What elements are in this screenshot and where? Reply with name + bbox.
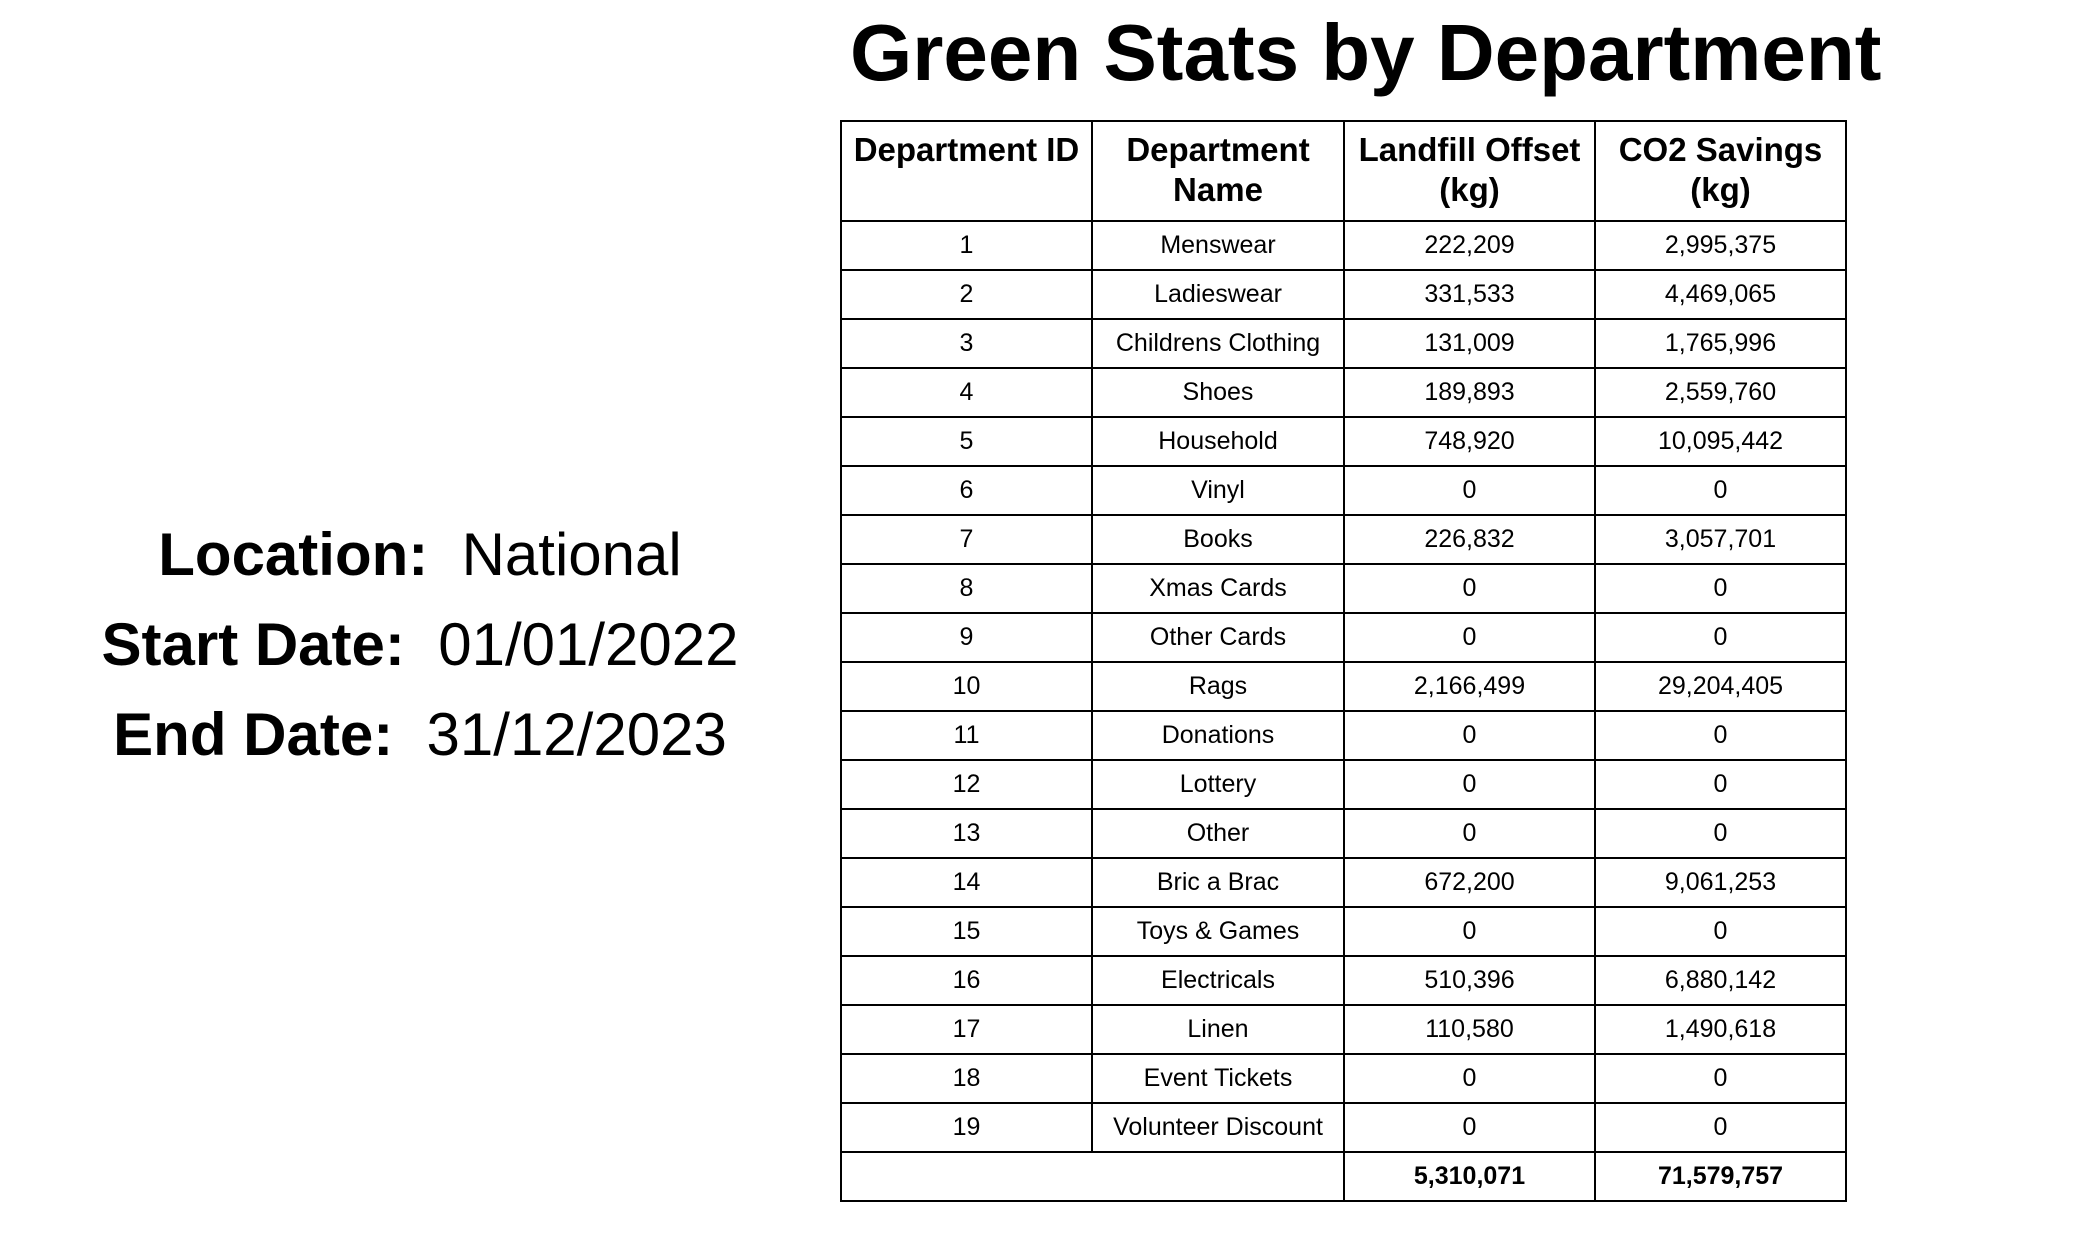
- table-row: [841, 368, 1846, 417]
- cell-co2-savings: 1,765,996: [1595, 319, 1846, 368]
- location-value: National: [461, 521, 682, 588]
- cell-co2-savings: 0: [1595, 907, 1846, 956]
- cell-landfill-offset: 2,166,499: [1344, 662, 1595, 711]
- table-row: [841, 613, 1846, 662]
- cell-department-id: 4: [841, 368, 1092, 417]
- table-header-row: [841, 121, 1846, 221]
- location-label: Location:: [158, 521, 429, 588]
- total-landfill-offset: 5,310,071: [1344, 1152, 1595, 1201]
- table-row: [841, 711, 1846, 760]
- cell-landfill-offset: 0: [1344, 1054, 1595, 1103]
- cell-department-id: 18: [841, 1054, 1092, 1103]
- cell-department-id: 5: [841, 417, 1092, 466]
- cell-co2-savings: 0: [1595, 711, 1846, 760]
- cell-department-name: Menswear: [1092, 221, 1344, 270]
- cell-department-id: 14: [841, 858, 1092, 907]
- table-row: [841, 858, 1846, 907]
- cell-landfill-offset: 0: [1344, 809, 1595, 858]
- cell-co2-savings: 9,061,253: [1595, 858, 1846, 907]
- cell-landfill-offset: 226,832: [1344, 515, 1595, 564]
- table-row: [841, 221, 1846, 270]
- cell-landfill-offset: 0: [1344, 711, 1595, 760]
- cell-department-name: Other: [1092, 809, 1344, 858]
- cell-landfill-offset: 748,920: [1344, 417, 1595, 466]
- cell-co2-savings: 2,559,760: [1595, 368, 1846, 417]
- cell-landfill-offset: 672,200: [1344, 858, 1595, 907]
- table-row: [841, 662, 1846, 711]
- cell-department-name: Ladieswear: [1092, 270, 1344, 319]
- page-title: Green Stats by Department: [850, 8, 1882, 97]
- cell-department-name: Childrens Clothing: [1092, 319, 1344, 368]
- total-co2-savings: 71,579,757: [1595, 1152, 1846, 1201]
- cell-co2-savings: 4,469,065: [1595, 270, 1846, 319]
- cell-department-name: Event Tickets: [1092, 1054, 1344, 1103]
- cell-department-id: 13: [841, 809, 1092, 858]
- cell-co2-savings: 0: [1595, 760, 1846, 809]
- cell-landfill-offset: 0: [1344, 907, 1595, 956]
- cell-co2-savings: 6,880,142: [1595, 956, 1846, 1005]
- cell-department-name: Vinyl: [1092, 466, 1344, 515]
- table-row: [841, 1054, 1846, 1103]
- table-row: [841, 319, 1846, 368]
- cell-landfill-offset: 131,009: [1344, 319, 1595, 368]
- cell-landfill-offset: 0: [1344, 1103, 1595, 1152]
- cell-co2-savings: 29,204,405: [1595, 662, 1846, 711]
- table-row: [841, 466, 1846, 515]
- cell-department-name: Volunteer Discount: [1092, 1103, 1344, 1152]
- cell-department-id: 6: [841, 466, 1092, 515]
- cell-department-name: Xmas Cards: [1092, 564, 1344, 613]
- cell-department-id: 10: [841, 662, 1092, 711]
- end-date-value: 31/12/2023: [426, 701, 727, 768]
- cell-department-name: Bric a Brac: [1092, 858, 1344, 907]
- cell-department-id: 15: [841, 907, 1092, 956]
- cell-department-id: 8: [841, 564, 1092, 613]
- cell-landfill-offset: 110,580: [1344, 1005, 1595, 1054]
- header-department-id: Department ID: [841, 121, 1092, 221]
- cell-co2-savings: 2,995,375: [1595, 221, 1846, 270]
- header-co2-savings: CO2 Savings (kg): [1595, 121, 1846, 221]
- cell-department-name: Shoes: [1092, 368, 1344, 417]
- cell-co2-savings: 0: [1595, 613, 1846, 662]
- cell-department-name: Electricals: [1092, 956, 1344, 1005]
- cell-department-id: 12: [841, 760, 1092, 809]
- table-row: [841, 956, 1846, 1005]
- cell-department-id: 3: [841, 319, 1092, 368]
- cell-co2-savings: 3,057,701: [1595, 515, 1846, 564]
- table-row: [841, 907, 1846, 956]
- cell-co2-savings: 0: [1595, 1103, 1846, 1152]
- start-date-label: Start Date:: [101, 611, 405, 678]
- table-row: [841, 760, 1846, 809]
- cell-landfill-offset: 189,893: [1344, 368, 1595, 417]
- cell-department-id: 7: [841, 515, 1092, 564]
- cell-department-name: Donations: [1092, 711, 1344, 760]
- cell-co2-savings: 0: [1595, 564, 1846, 613]
- cell-co2-savings: 0: [1595, 466, 1846, 515]
- table-row: [841, 417, 1846, 466]
- end-date-line: [0, 690, 840, 780]
- start-date-value: 01/01/2022: [438, 611, 739, 678]
- cell-department-name: Books: [1092, 515, 1344, 564]
- header-department-name: Department Name: [1092, 121, 1344, 221]
- cell-department-id: 16: [841, 956, 1092, 1005]
- cell-department-id: 9: [841, 613, 1092, 662]
- table-row: [841, 809, 1846, 858]
- totals-blank-cell: [841, 1152, 1344, 1201]
- table-row: [841, 270, 1846, 319]
- cell-co2-savings: 0: [1595, 809, 1846, 858]
- cell-department-name: Linen: [1092, 1005, 1344, 1054]
- cell-landfill-offset: 0: [1344, 466, 1595, 515]
- end-date-label: End Date:: [113, 701, 394, 768]
- table-row: [841, 1005, 1846, 1054]
- cell-department-name: Lottery: [1092, 760, 1344, 809]
- department-stats-table: [840, 120, 1847, 1202]
- cell-department-name: Rags: [1092, 662, 1344, 711]
- cell-landfill-offset: 510,396: [1344, 956, 1595, 1005]
- cell-department-id: 17: [841, 1005, 1092, 1054]
- cell-landfill-offset: 331,533: [1344, 270, 1595, 319]
- header-landfill-offset: Landfill Offset (kg): [1344, 121, 1595, 221]
- cell-landfill-offset: 0: [1344, 564, 1595, 613]
- start-date-line: [0, 600, 840, 690]
- report-info: [0, 510, 840, 780]
- table-row: [841, 564, 1846, 613]
- table-row: [841, 1103, 1846, 1152]
- totals-row: [841, 1152, 1846, 1201]
- cell-co2-savings: 10,095,442: [1595, 417, 1846, 466]
- cell-department-name: Other Cards: [1092, 613, 1344, 662]
- cell-department-id: 1: [841, 221, 1092, 270]
- cell-department-id: 2: [841, 270, 1092, 319]
- table-row: [841, 515, 1846, 564]
- cell-co2-savings: 0: [1595, 1054, 1846, 1103]
- cell-landfill-offset: 0: [1344, 760, 1595, 809]
- cell-landfill-offset: 222,209: [1344, 221, 1595, 270]
- cell-department-name: Toys & Games: [1092, 907, 1344, 956]
- cell-co2-savings: 1,490,618: [1595, 1005, 1846, 1054]
- cell-department-id: 11: [841, 711, 1092, 760]
- cell-landfill-offset: 0: [1344, 613, 1595, 662]
- cell-department-name: Household: [1092, 417, 1344, 466]
- location-line: [0, 510, 840, 600]
- cell-department-id: 19: [841, 1103, 1092, 1152]
